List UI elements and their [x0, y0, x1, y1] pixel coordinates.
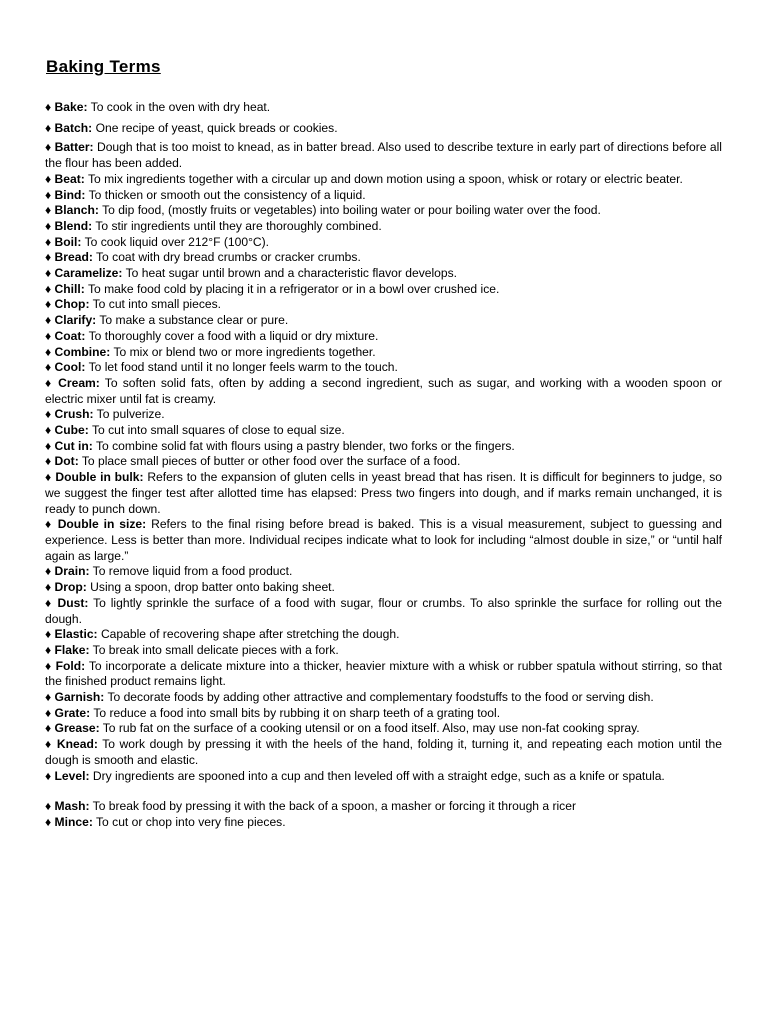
term-name: Elastic:	[54, 627, 98, 642]
term-entry	[45, 596, 722, 627]
term-name: Chop:	[54, 297, 90, 312]
term-definition: Capable of recovering shape after stretching the dough.	[100, 627, 400, 642]
bullet-icon: ♦	[45, 517, 53, 532]
term-definition: To remove liquid from a food product.	[92, 564, 293, 579]
bullet-icon: ♦	[45, 100, 52, 114]
term-name: Crush:	[54, 407, 94, 422]
bullet-icon: ♦	[45, 297, 52, 312]
term-entry	[45, 439, 722, 455]
bullet-icon: ♦	[45, 454, 52, 469]
bullet-icon: ♦	[45, 313, 52, 328]
term-name: Grease:	[54, 721, 100, 736]
bullet-icon: ♦	[45, 140, 52, 155]
term-entry	[45, 219, 722, 235]
term-entry	[45, 517, 722, 564]
term-name: Bake:	[54, 100, 88, 114]
bullet-icon: ♦	[45, 250, 52, 265]
term-entry	[45, 188, 722, 204]
term-entry	[45, 121, 722, 137]
bullet-icon: ♦	[45, 721, 52, 736]
term-name: Combine:	[54, 344, 111, 359]
term-entry	[45, 297, 722, 313]
term-entry	[45, 250, 722, 266]
term-name: Double in size:	[57, 517, 147, 532]
bullet-icon: ♦	[45, 690, 52, 705]
term-entry	[45, 643, 722, 659]
bullet-icon: ♦	[45, 328, 52, 343]
term-name: Caramelize:	[54, 266, 123, 281]
term-name: Level:	[54, 768, 90, 783]
term-definition: To cut into small pieces.	[92, 297, 222, 312]
bullet-icon: ♦	[45, 814, 52, 829]
term-definition: To make food cold by placing it in a refrigerator or in a bowl over crushed ice.	[87, 281, 500, 296]
term-definition: To stir ingredients until they are thoroughly combined.	[95, 218, 382, 233]
term-entry	[45, 407, 722, 423]
bullet-icon: ♦	[45, 344, 52, 359]
term-definition: To decorate foods by adding other attractive and complementary foodstuffs to the food or serving dish.	[107, 690, 654, 705]
term-definition: To make a substance clear or pure.	[99, 313, 289, 328]
bullet-icon: ♦	[45, 281, 52, 296]
term-definition: To dip food, (mostly fruits or vegetables) into boiling water or pour boiling water over the food.	[102, 203, 601, 218]
bullet-icon: ♦	[45, 234, 52, 249]
term-name: Grate:	[54, 705, 91, 720]
term-name: Blanch:	[54, 203, 99, 218]
term-definition: To cut into small squares of close to equal size.	[91, 423, 345, 438]
term-entry	[45, 769, 722, 785]
term-definition: To lightly sprinkle the surface of a food with sugar, flour or crumbs. To also sprinkle the surface for rolling out the dough.	[45, 595, 722, 626]
term-entry	[45, 721, 722, 737]
bullet-icon: ♦	[45, 470, 52, 485]
bullet-icon: ♦	[45, 737, 53, 752]
term-entry	[45, 235, 722, 251]
term-entry	[45, 376, 722, 407]
term-entry	[45, 454, 722, 470]
bullet-icon: ♦	[45, 438, 52, 453]
term-definition: To rub fat on the surface of a cooking utensil or on a food itself. Also, may use non-fat cooking spray.	[102, 721, 640, 736]
term-definition: To break into small delicate pieces with a fork.	[92, 642, 339, 657]
term-definition: To let food stand until it no longer feels warm to the touch.	[88, 360, 398, 375]
term-definition: To break food by pressing it with the back of a spoon, a masher or forcing it through a ricer	[92, 799, 576, 814]
bullet-icon: ♦	[45, 642, 52, 657]
term-definition: To work dough by pressing it with the heels of the hand, folding it, turning it, and repeating each motion until the dough is smooth and elastic.	[45, 737, 722, 767]
bullet-icon: ♦	[45, 658, 52, 673]
bullet-icon: ♦	[45, 768, 52, 783]
term-name: Boil:	[54, 234, 82, 249]
term-entry	[45, 266, 722, 282]
term-name: Coat:	[54, 328, 86, 343]
term-definition: To cook liquid over 212°F (100°C).	[84, 234, 270, 249]
bullet-icon: ♦	[45, 218, 52, 233]
term-name: Batch:	[54, 120, 93, 135]
term-entry	[45, 329, 722, 345]
term-name: Fold:	[55, 658, 86, 673]
term-name: Dust:	[57, 595, 89, 610]
term-name: Clarify:	[54, 313, 97, 328]
bullet-icon: ♦	[45, 407, 52, 422]
term-definition: To soften solid fats, often by adding a second ingredient, such as sugar, and working with a wooden spoon or electric mixer until fat is creamy.	[45, 375, 722, 406]
term-definition: One recipe of yeast, quick breads or cookies.	[95, 120, 338, 135]
term-definition: Dough that is too moist to knead, as in batter bread. Also used to describe texture in early part of directions before all the flour has been added.	[45, 140, 722, 171]
term-definition: To coat with dry bread crumbs or cracker crumbs.	[96, 250, 361, 265]
bullet-icon: ♦	[45, 203, 52, 218]
term-entry	[45, 815, 722, 831]
bullet-icon: ♦	[45, 564, 52, 579]
term-name: Knead:	[56, 737, 98, 752]
term-name: Bread:	[54, 250, 93, 265]
terms-list	[45, 100, 722, 831]
term-definition: To incorporate a delicate mixture into a thicker, heavier mixture with a whisk or rubber spatula without stirring, so that the finished product remains light.	[45, 658, 722, 689]
term-entry	[45, 706, 722, 722]
term-entry	[45, 360, 722, 376]
term-name: Batter:	[54, 140, 94, 155]
term-name: Garnish:	[54, 690, 105, 705]
term-entry	[45, 659, 722, 690]
term-entry	[45, 799, 722, 815]
term-definition: Refers to the expansion of gluten cells in yeast bread that has risen. It is difficult for beginners to judge, so we suggest the finger test after allotted time has elapsed: Press two fingers into dough, and if marks remain unchanged, it is ready to punch down.	[45, 470, 722, 516]
term-definition: To pulverize.	[96, 407, 165, 422]
term-definition: To thicken or smooth out the consistency of a liquid.	[88, 187, 366, 202]
term-definition: To cut or chop into very fine pieces.	[96, 814, 286, 829]
term-name: Bind:	[54, 187, 86, 202]
term-name: Beat:	[54, 171, 85, 186]
term-entry	[45, 580, 722, 596]
term-name: Blend:	[54, 218, 93, 233]
bullet-icon: ♦	[45, 799, 52, 814]
term-name: Flake:	[54, 642, 90, 657]
term-entry	[45, 100, 722, 116]
bullet-icon: ♦	[45, 580, 52, 595]
term-entry	[45, 172, 722, 188]
term-entry	[45, 627, 722, 643]
bullet-icon: ♦	[45, 627, 52, 642]
bullet-icon: ♦	[45, 705, 52, 720]
bullet-icon: ♦	[45, 187, 52, 202]
term-definition: To mix or blend two or more ingredients together.	[113, 344, 376, 359]
term-definition: To cook in the oven with dry heat.	[90, 100, 271, 114]
bullet-icon: ♦	[45, 360, 52, 375]
term-definition: To combine solid fat with flours using a pastry blender, two forks or the fingers.	[96, 438, 515, 453]
term-definition: Refers to the final rising before bread is baked. This is a visual measurement, subject to guessing and experience. Less is better than more. Individual recipes indicate what to look for including “almost double in size,” or “until half again as large.”	[45, 517, 722, 563]
term-entry	[45, 470, 722, 517]
term-name: Dot:	[54, 454, 79, 469]
term-name: Chill:	[54, 281, 85, 296]
term-entry	[45, 203, 722, 219]
bullet-icon: ♦	[45, 595, 53, 610]
term-entry	[45, 313, 722, 329]
term-name: Cream:	[58, 375, 100, 390]
term-name: Cut in:	[54, 438, 93, 453]
term-entry	[45, 140, 722, 171]
bullet-icon: ♦	[45, 375, 53, 390]
term-entry	[45, 282, 722, 298]
term-name: Mash:	[54, 799, 90, 814]
term-name: Double in bulk:	[55, 470, 144, 485]
term-definition: To heat sugar until brown and a characteristic flavor develops.	[125, 266, 458, 281]
term-definition: To reduce a food into small bits by rubbing it on sharp teeth of a grating tool.	[93, 705, 501, 720]
term-definition: To thoroughly cover a food with a liquid or dry mixture.	[88, 328, 379, 343]
term-name: Cube:	[54, 423, 89, 438]
term-definition: To mix ingredients together with a circular up and down motion using a spoon, whisk or rotary or electric beater.	[87, 171, 683, 186]
term-definition: To place small pieces of butter or other food over the surface of a food.	[81, 454, 461, 469]
term-name: Drain:	[54, 564, 90, 579]
term-entry	[45, 423, 722, 439]
bullet-icon: ♦	[45, 171, 52, 186]
bullet-icon: ♦	[45, 266, 52, 281]
bullet-icon: ♦	[45, 423, 52, 438]
term-name: Drop:	[54, 580, 87, 595]
term-definition: Dry ingredients are spooned into a cup and then leveled off with a straight edge, such as a knife or spatula.	[92, 768, 665, 783]
term-entry	[45, 690, 722, 706]
term-entry	[45, 737, 722, 768]
term-name: Mince:	[54, 814, 93, 829]
term-name: Cool:	[54, 360, 86, 375]
term-entry	[45, 345, 722, 361]
term-entry	[45, 564, 722, 580]
term-definition: Using a spoon, drop batter onto baking sheet.	[90, 580, 335, 595]
page-title: Baking Terms	[46, 57, 161, 76]
bullet-icon: ♦	[45, 120, 52, 135]
